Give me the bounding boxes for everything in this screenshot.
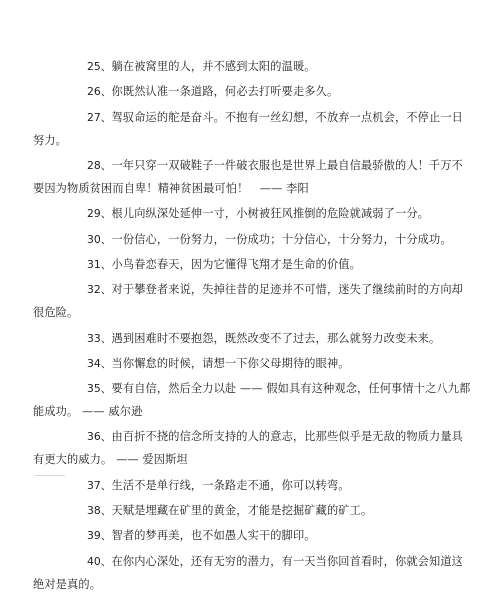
- list-item: [33, 551, 473, 597]
- item-number: 39、: [87, 529, 112, 543]
- item-text: 要有自信，然后全力以赴 —— 假如具有这种观念，任何事情十之八九都能成功。 —— 威尔逊: [33, 382, 471, 419]
- item-text: 根儿向纵深处延伸一寸，小树被狂风推倒的危险就减弱了一分。: [111, 207, 429, 221]
- list-item: [33, 328, 473, 351]
- item-text: 当你懈怠的时候，请想一下你父母期待的眼神。: [111, 356, 350, 370]
- item-text: 一份信心，一份努力，一份成功；十分信心，十分努力，十分成功。: [111, 232, 452, 246]
- item-text: 由百折不挠的信念所支持的人的意志，比那些似乎是无敌的物质力量具有更大的威力。 —— 爱因斯坦: [33, 430, 464, 467]
- item-text: 生活不是单行线，一条路走不通，你可以转弯。: [111, 478, 350, 492]
- item-number: 40、: [87, 554, 112, 568]
- item-number: 29、: [87, 207, 112, 221]
- item-number: 31、: [87, 257, 112, 271]
- item-number: 38、: [87, 504, 112, 518]
- page-divider: [35, 475, 65, 476]
- list-item: [33, 155, 473, 201]
- item-text: 你既然认准一条道路，何必去打听要走多久。: [111, 85, 339, 99]
- quote-list: [33, 56, 473, 599]
- item-number: 34、: [87, 356, 112, 370]
- list-item: [33, 426, 473, 472]
- list-item: [33, 203, 473, 226]
- list-item: [33, 81, 473, 104]
- item-text: 天赋是埋藏在矿里的黄金，才能是挖掘矿藏的矿工。: [111, 504, 373, 518]
- item-text: 在你内心深处，还有无穷的潜力，有一天当你回首看时，你就会知道这绝对是真的。: [33, 554, 464, 591]
- item-number: 33、: [87, 331, 112, 345]
- list-item: [33, 378, 473, 424]
- item-text: 驾驭命运的舵是奋斗。不抱有一丝幻想，不放弃一点机会，不停止一日努力。: [33, 110, 464, 147]
- list-item: [33, 107, 473, 153]
- item-text: 小鸟眷恋春天，因为它懂得飞翔才是生命的价值。: [111, 257, 361, 271]
- list-item: [33, 500, 473, 523]
- list-item: [33, 56, 473, 79]
- list-item: [33, 229, 473, 252]
- item-text: 对于攀登者来说，失掉往昔的足迹并不可惜，迷失了继续前时的方向却很危险。: [33, 283, 464, 320]
- list-item: [33, 475, 473, 498]
- item-number: 36、: [87, 430, 112, 444]
- item-number: 32、: [87, 283, 112, 297]
- list-item: [33, 353, 473, 376]
- item-number: 27、: [87, 110, 112, 124]
- item-number: 28、: [87, 158, 112, 172]
- list-item: [33, 254, 473, 277]
- item-text: 躺在被窝里的人，并不感到太阳的温暖。: [111, 60, 316, 73]
- item-text: 一年只穿一双破鞋子一件破衣服也是世界上最自信最骄傲的人！千万不要因为物质贫困而自卑！精神贫困最可怕！ —— 李阳: [33, 158, 464, 195]
- item-number: 30、: [87, 232, 112, 246]
- item-number: 25、: [87, 60, 112, 73]
- item-text: 智者的梦再美，也不如愚人实干的脚印。: [111, 529, 316, 543]
- item-number: 26、: [87, 85, 112, 99]
- item-number: 35、: [87, 382, 112, 396]
- item-text: 遇到困难时不要抱怨，既然改变不了过去，那么就努力改变未来。: [111, 331, 441, 345]
- list-item: [33, 279, 473, 325]
- list-item: [33, 525, 473, 548]
- item-number: 37、: [87, 478, 112, 492]
